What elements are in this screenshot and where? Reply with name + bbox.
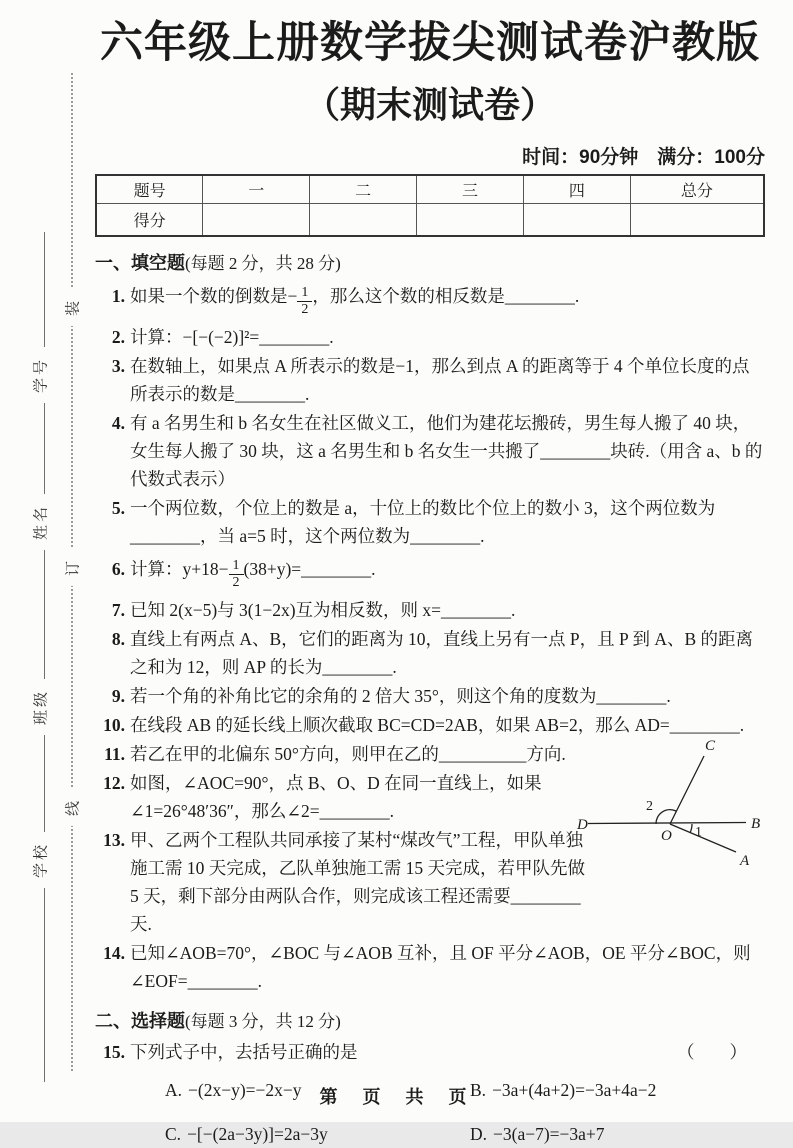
section-2-title: 二、选择题 xyxy=(95,1011,185,1032)
question-3-number: 3. xyxy=(111,355,125,376)
score-table xyxy=(95,174,765,237)
option-c xyxy=(165,1120,470,1148)
score-table-empty-cell xyxy=(630,203,764,236)
angle-1-label: 1 xyxy=(695,825,702,840)
question-11-number: 11. xyxy=(104,744,125,765)
option-b-label: B. xyxy=(470,1080,487,1101)
question-10-number: 10. xyxy=(103,715,125,736)
question-15-stem xyxy=(103,1038,765,1066)
question-13-text: 甲、乙两个工程队共同承接了某村“煤改气”工程，甲队单独施工需 10 天完成，乙队单独施工需 15 天完成，若甲队先做 5 天，剩下部分由两队合作，则完成该工程还需要________天. xyxy=(130,830,585,935)
binding-char-zhuang: 装 xyxy=(62,288,83,326)
question-9 xyxy=(95,682,765,710)
margin-field-name: 姓名 xyxy=(30,494,51,550)
question-13 xyxy=(95,826,598,938)
option-c-text: −[−(2a−3y)]=2a−3y xyxy=(187,1124,328,1145)
question-15-number: 15. xyxy=(103,1042,125,1063)
score-table-empty-cell xyxy=(310,203,417,236)
question-12-number: 12. xyxy=(103,773,125,794)
point-label-d: D xyxy=(577,817,588,833)
question-15-text: 下列式子中，去括号正确的是 xyxy=(130,1042,358,1063)
answer-bracket: （ ） xyxy=(677,1042,747,1063)
fill-in-blank-questions xyxy=(95,282,765,995)
angle-2-label: 2 xyxy=(646,799,653,814)
fraction-one-half: $\frac{1}{2}$ xyxy=(229,558,244,591)
question-6 xyxy=(95,555,765,591)
point-label-a: A xyxy=(740,853,750,869)
point-label-o: O xyxy=(661,828,672,844)
score-table-header-row xyxy=(96,175,764,204)
section-1-title: 一、填空题 xyxy=(95,252,185,273)
question-2-number: 2. xyxy=(111,326,125,347)
question-14-number: 14. xyxy=(103,943,125,964)
question-14-text: 已知∠AOB=70°，∠BOC 与∠AOB 互补，且 OF 平分∠AOB，OE 平分∠BOC，则∠EOF=________. xyxy=(130,943,751,992)
score-table-header-section-1: 一 xyxy=(203,175,310,204)
option-d xyxy=(470,1120,765,1148)
question-5-text: 一个两位数，个位上的数是 a，十位上的数比个位上的数小 3，这个两位数为________，当 a=5 时，这个两位数为________. xyxy=(130,497,716,546)
question-11-text: 若乙在甲的北偏东 50°方向，则甲在乙的__________方向. xyxy=(130,744,566,765)
question-10-text: 在线段 AB 的延长线上顺次截取 BC=CD=2AB，如果 AB=2，那么 AD=________. xyxy=(130,715,745,736)
score-table-empty-cell xyxy=(524,203,631,236)
section-1-note: (每题 2 分，共 28 分) xyxy=(185,253,341,273)
question-7 xyxy=(95,596,765,624)
margin-field-class: 班级 xyxy=(30,679,51,735)
section-1-header xyxy=(95,250,765,277)
question-5 xyxy=(95,494,765,550)
question-1-text-pre: 如果一个数的倒数是− xyxy=(130,285,298,306)
question-8 xyxy=(95,625,765,681)
question-13-number: 13. xyxy=(103,830,125,851)
page-footer: 第 页 共 页 xyxy=(319,1087,474,1107)
score-table-header-section-3: 三 xyxy=(417,175,524,204)
point-label-c: C xyxy=(705,738,716,754)
question-4-text: 有 a 名男生和 b 名女生在社区做义工，他们为建花坛搬砖，男生每人搬了 40 块，女生每人搬了 30 块，这 a 名男生和 b 名女生一共搬了________块砖.（用含 a、b 的代数式表示） xyxy=(130,412,763,489)
paper-title: 六年级上册数学拔尖测试卷沪教版 xyxy=(100,19,760,67)
ray-o-a xyxy=(670,824,736,852)
question-1 xyxy=(95,282,765,318)
question-6-number: 6. xyxy=(111,558,125,579)
question-12 xyxy=(95,769,598,825)
question-8-number: 8. xyxy=(111,629,125,650)
question-7-number: 7. xyxy=(111,600,125,621)
score-table-header-total: 总分 xyxy=(630,175,764,204)
question-2 xyxy=(95,323,765,351)
question-9-number: 9. xyxy=(111,686,125,707)
option-d-label: D. xyxy=(470,1124,488,1145)
question-2-text: 计算：−[−(−2)]²=________. xyxy=(130,326,334,347)
question-9-text: 若一个角的补角比它的余角的 2 倍大 35°，则这个角的度数为________. xyxy=(130,686,671,707)
score-table-row-label: 得分 xyxy=(96,203,203,236)
question-8-text: 直线上有两点 A、B，它们的距离为 10，直线上另有一点 P，且 P 到 A、B 的距离之和为 12，则 AP 的长为________. xyxy=(130,629,754,678)
option-a-text: −(2x−y)=−2x−y xyxy=(188,1080,302,1101)
section-2-header xyxy=(95,1008,765,1035)
option-d-text: −3(a−7)=−3a+7 xyxy=(493,1124,605,1145)
binding-char-xian: 线 xyxy=(62,788,83,826)
question-1-text-post: ，那么这个数的相反数是________. xyxy=(312,285,580,306)
option-b-text: −3a+(4a+2)=−3a+4a−2 xyxy=(492,1080,657,1101)
option-a-label: A. xyxy=(165,1080,183,1101)
question-3-text: 在数轴上，如果点 A 所表示的数是−1，那么到点 A 的距离等于 4 个单位长度的点所表示的数是________. xyxy=(130,355,750,404)
option-c-label: C. xyxy=(165,1124,182,1145)
margin-field-student-id: 学号 xyxy=(30,347,51,403)
binding-char-ding: 订 xyxy=(62,548,83,586)
question-4 xyxy=(95,409,765,493)
question-1-number: 1. xyxy=(111,285,125,306)
question-6-text-post: (38+y)=________. xyxy=(243,558,376,579)
question-6-text-pre: 计算：y+18− xyxy=(130,558,229,579)
section-2-note: (每题 3 分，共 12 分) xyxy=(185,1012,341,1032)
paper-content xyxy=(95,20,765,1148)
score-table-score-row xyxy=(96,203,764,236)
point-label-b: B xyxy=(751,816,761,832)
score-table-header-section-4: 四 xyxy=(524,175,631,204)
question-12-text: 如图，∠AOC=90°，点 B、O、D 在同一直线上，如果∠1=26°48′36″，那么∠2=________. xyxy=(130,773,542,822)
angle-1-arc xyxy=(690,824,692,833)
score-table-empty-cell xyxy=(417,203,524,236)
ray-o-c xyxy=(670,756,704,824)
score-table-header-question-no: 题号 xyxy=(96,175,203,204)
angles-diagram xyxy=(576,734,776,872)
fraction-one-half: $\frac{1}{2}$ xyxy=(297,285,312,318)
margin-field-school: 学校 xyxy=(30,832,51,888)
question-14 xyxy=(95,939,765,995)
line-d-b xyxy=(588,823,746,824)
score-table-empty-cell xyxy=(203,203,310,236)
question-3 xyxy=(95,352,765,408)
exam-time-score-info: 时间：90分钟 满分：100分 xyxy=(522,146,765,168)
question-4-number: 4. xyxy=(111,412,125,433)
paper-subtitle: （期末测试卷） xyxy=(303,84,556,126)
question-7-text: 已知 2(x−5)与 3(1−2x)互为相反数，则 x=________. xyxy=(130,600,516,621)
score-table-header-section-2: 二 xyxy=(310,175,417,204)
geometry-figure-q12 xyxy=(576,734,776,877)
question-5-number: 5. xyxy=(111,497,125,518)
